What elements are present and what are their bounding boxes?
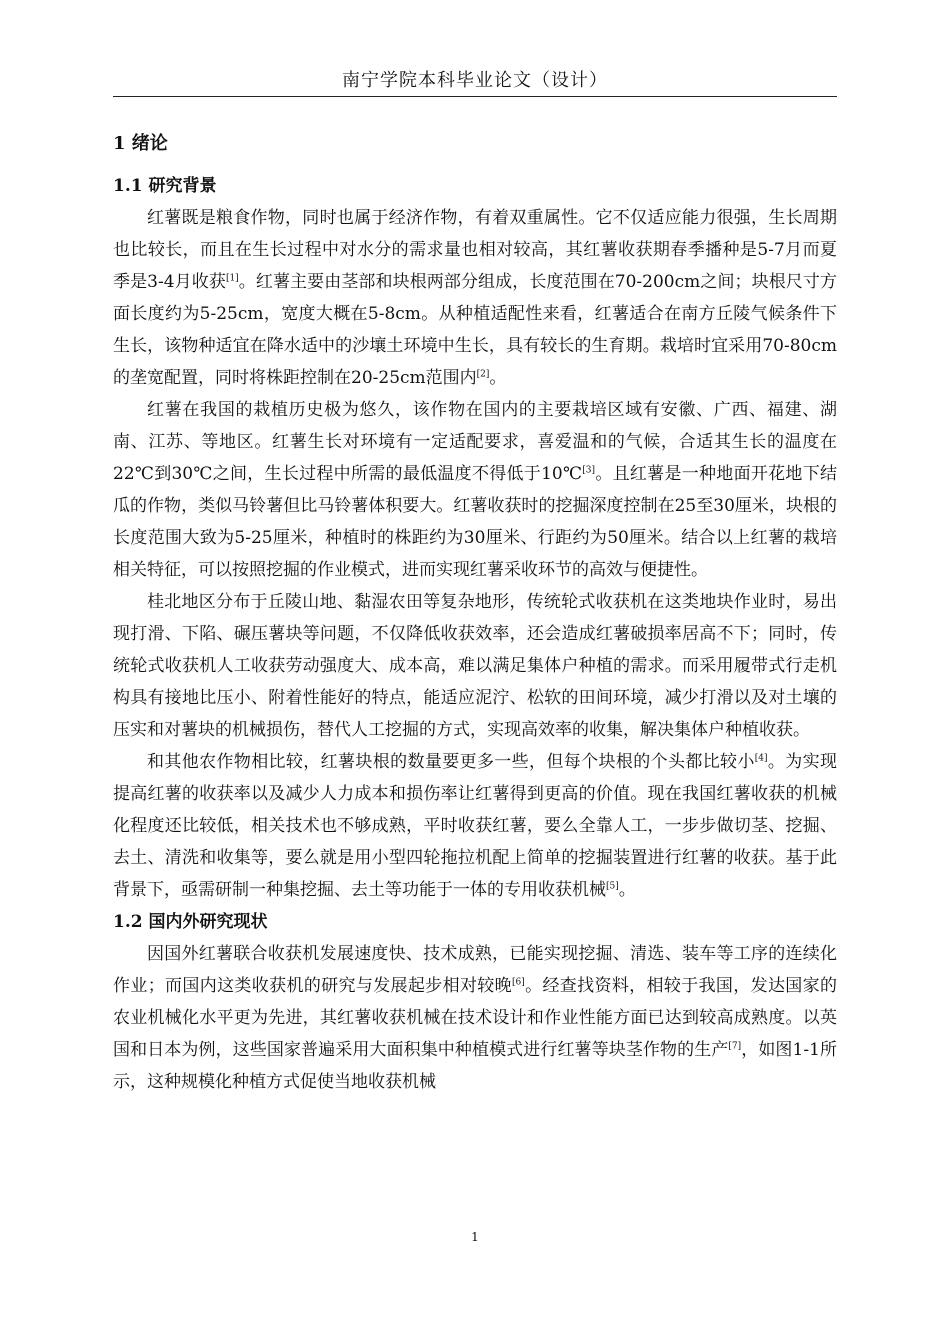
main-content xyxy=(113,126,837,1098)
citation-marker: [4] xyxy=(754,753,768,764)
running-header: 南宁学院本科毕业论文（设计） xyxy=(342,70,608,91)
paragraph-text: 红薯既是粮食作物，同时也属于经济作物，有着双重属性。它不仅适应能力很强，生长周期也比较长，而且在生长过程中对水分的需求量也相对较高，其红薯收获期春季播种是5-7月而夏季是3-4月收获 xyxy=(113,208,837,292)
paragraph-text: 。 xyxy=(489,368,507,388)
citation-marker: [7] xyxy=(728,1041,742,1052)
citation-marker: [2] xyxy=(476,369,490,380)
section-heading: 1.2 国内外研究现状 xyxy=(113,912,268,932)
citation-marker: [1] xyxy=(225,273,239,284)
page-number: 1 xyxy=(471,1230,479,1244)
citation-marker: [6] xyxy=(512,977,525,988)
paragraph-text: 和其他农作物相比较，红薯块根的数量要更多一些，但每个块根的个头都比较小 xyxy=(147,752,755,772)
paragraph-text: 。为实现提高红薯的收获率以及减少人力成本和损伤率让红薯得到更高的价值。现在我国红薯收获的机械化程度还比较低，相关技术也不够成熟，平时收获红薯，要么全靠人工，一步步做切茎、挖掘、去土、清洗和收集等，要么就是用小型四轮拖拉机配上简单的挖掘装置进行红薯的收获。基于此背景下，亟需研制一种集挖掘、去土等功能于一体的专用收获机械 xyxy=(113,752,838,900)
paragraph-text: ，如图1-1所示，这种规模化种植方式促使当地收获机械 xyxy=(113,1040,837,1092)
citation-marker: [5] xyxy=(606,881,619,892)
paragraph-text: 。经查找资料，相较于我国，发达国家的农业机械化水平更为先进，其红薯收获机械在技术设计和作业性能方面已达到较高成熟度。以英国和日本为例，这些国家普遍采用大面积集中种植模式进行红薯等块茎作物的生产 xyxy=(113,976,838,1060)
paragraph-text: 红薯在我国的栽植历史极为悠久，该作物在国内的主要栽培区域有安徽、广西、福建、湖南、江苏、等地区。红薯生长对环境有一定适配要求，喜爱温和的气候，合适其生长的温度在22℃到30℃之间，生长过程中所需的最低温度不得低于10℃ xyxy=(113,400,837,484)
citation-marker: [3] xyxy=(582,465,596,476)
paragraph-text: 桂北地区分布于丘陵山地、黏湿农田等复杂地形，传统轮式收获机在这类地块作业时，易出现打滑、下陷、碾压薯块等问题，不仅降低收获效率，还会造成红薯破损率居高不下；同时，传统轮式收获机人工收获劳动强度大、成本高，难以满足集体户种植的需求。而采用履带式行走机构具有接地比压小、附着性能好的特点，能适应泥泞、松软的田间环境，减少打滑以及对土壤的压实和对薯块的机械损伤，替代人工挖掘的方式，实现高效率的收集，解决集体户种植收获。 xyxy=(113,592,837,740)
body-paragraph xyxy=(113,586,837,746)
header-rule xyxy=(113,96,837,97)
paragraph-text: 。 xyxy=(618,880,636,900)
body-paragraph xyxy=(113,746,837,906)
paragraph-text: 。红薯主要由茎部和块根两部分组成，长度范围在70-200cm之间；块根尺寸方面长度约为5-25cm，宽度大概在5-8cm。从种植适配性来看，红薯适合在南方丘陵气候条件下生长，该物种适宜在降水适中的沙壤土环境中生长，具有较长的生育期。栽培时宜采用70-80cm的垄宽配置，同时将株距控制在20-25cm范围内 xyxy=(113,272,837,388)
section-heading: 1.1 研究背景 xyxy=(113,176,217,196)
chapter-heading: 1 绪论 xyxy=(113,133,168,154)
paragraph-text: 因国外红薯联合收获机发展速度快、技术成熟，已能实现挖掘、清选、装车等工序的连续化作业；而国内这类收获机的研究与发展起步相对较晚 xyxy=(113,944,837,996)
body-paragraph xyxy=(113,202,837,394)
body-paragraph xyxy=(113,394,837,586)
body-paragraph xyxy=(113,938,837,1098)
paragraph-text: 。且红薯是一种地面开花地下结瓜的作物，类似马铃薯但比马铃薯体积要大。红薯收获时的挖掘深度控制在25至30厘米，块根的长度范围大致为5-25厘米，种植时的株距约为30厘米、行距约为50厘米。结合以上红薯的栽培相关特征，可以按照挖掘的作业模式，进而实现红薯采收环节的高效与便捷性。 xyxy=(113,464,838,580)
